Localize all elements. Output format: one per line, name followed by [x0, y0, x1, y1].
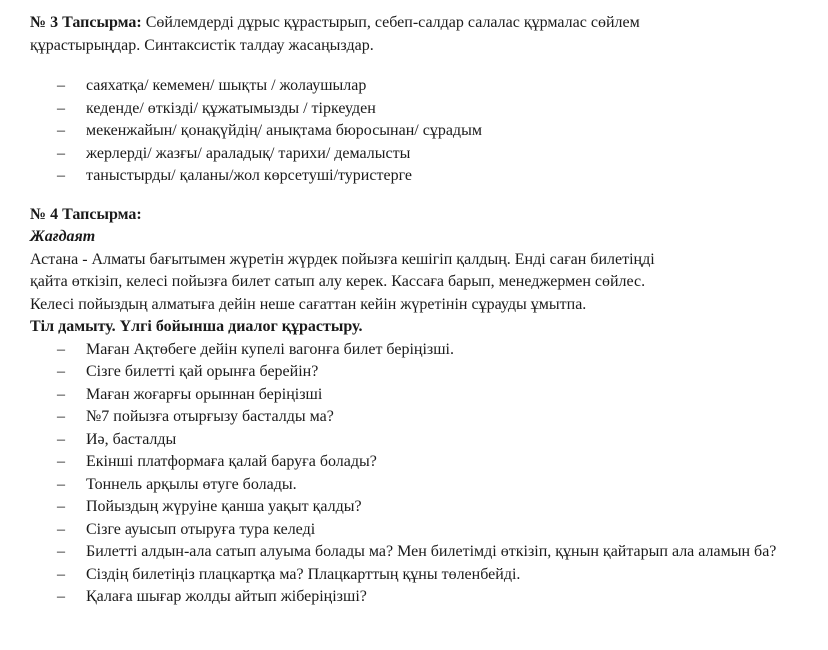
dialog-item [30, 406, 815, 429]
dialog-item [30, 541, 815, 564]
dialog-item-text: Сізге ауысып отыруға тура келеді [86, 520, 316, 538]
instruction: Тіл дамыту. Үлгі бойынша диалог құрастыру. [30, 318, 363, 335]
dash-marker: – [57, 385, 65, 403]
task3-label: № 3 Тапсырма: [30, 14, 142, 31]
dialog-item-text: Маған жоғарғы орыннан беріңізші [86, 385, 323, 403]
dash-marker: – [57, 430, 65, 448]
situation-line-1: Астана - Алматы бағытымен жүретін жүрдек пойызға кешігіп қалдың. Енді саған билетіңді [30, 250, 655, 268]
dash-marker: – [57, 99, 65, 117]
dash-marker: – [57, 77, 65, 94]
dash-marker: – [57, 565, 65, 583]
document-page [30, 12, 815, 609]
dash-marker: – [57, 122, 65, 139]
task4-label: № 4 Тапсырма: [30, 205, 142, 223]
list-item-text: таныстырды/ қаланы/жол көрсетуші/туристерге [86, 167, 413, 184]
dialog-item [30, 361, 815, 384]
list-item [30, 75, 815, 98]
dialog-item-text: Екінші платформаға қалай баруға болады? [86, 453, 377, 470]
dialog-item-text: Иә, басталды [86, 430, 177, 448]
dash-marker: – [57, 475, 65, 493]
task3-list [30, 75, 815, 188]
list-item-text: мекенжайын/ қонақүйдің/ анықтама бюросынан/ сұрадым [86, 122, 482, 139]
dialog-item-text: №7 пойызға отырғызу басталды ма? [86, 408, 334, 425]
dash-marker: – [57, 363, 65, 380]
list-item [30, 143, 815, 166]
list-item-text: кеденде/ өткізді/ құжатымызды / тіркеуден [86, 99, 376, 117]
task3-text-line1: Сөйлемдерді дұрыс құрастырып, себеп-салдар салалас құрмалас сөйлем [145, 14, 640, 31]
dash-marker: – [57, 498, 65, 515]
dialog-item-text: Қалаға шығар жолды айтып жіберіңізші? [86, 588, 367, 605]
dialog-item [30, 451, 815, 474]
list-item [30, 120, 815, 143]
dialog-item [30, 339, 815, 362]
dialog-list [30, 339, 815, 609]
dialog-item [30, 564, 815, 587]
dash-marker: – [57, 453, 65, 470]
dialog-item-text: Сіздің билетіңіз плацкартқа ма? Плацкарттың құны төленбейді. [86, 565, 521, 583]
dash-marker: – [57, 167, 65, 184]
situation-line-3: Келесі пойыздың алматыға дейін неше сағаттан кейін жүретінін сұрауды ұмытпа. [30, 295, 587, 313]
dialog-item-text: Маған Ақтөбеге дейін купелі вагонға билет беріңізші. [86, 340, 454, 358]
dash-marker: – [57, 520, 65, 538]
dialog-item [30, 429, 815, 452]
list-item-text: саяхатқа/ кемемен/ шықты / жолаушылар [86, 77, 367, 94]
dialog-item [30, 384, 815, 407]
dialog-item-text: Тоннель арқылы өтуге болады. [86, 475, 297, 493]
dash-marker: – [57, 408, 65, 425]
dialog-item [30, 586, 815, 609]
dialog-item-text: Сізге билетті қай орынға берейін? [86, 363, 319, 380]
dash-marker: – [57, 543, 65, 560]
dialog-item [30, 474, 815, 497]
dialog-item [30, 519, 815, 542]
dash-marker: – [57, 144, 65, 162]
dash-marker: – [57, 588, 65, 605]
dash-marker: – [57, 340, 65, 358]
list-item-text: жерлерді/ жазғы/ араладық/ тарихи/ демалысты [86, 144, 411, 162]
list-item [30, 165, 815, 188]
situation-line-2: қайта өткізіп, келесі пойызға билет сатып алу керек. Кассаға барып, менеджермен сөйлес. [30, 273, 646, 290]
situation-label: Жағдаят [30, 228, 96, 245]
task3-text-line2: құрастырыңдар. Синтаксистік талдау жасаңыздар. [30, 36, 374, 54]
dialog-item [30, 496, 815, 519]
list-item [30, 98, 815, 121]
task3-header [30, 12, 815, 57]
dialog-item-text: Билетті алдын-ала сатып алуыма болады ма? Мен билетімді өткізіп, құнын қайтарып ала аламын ба? [86, 543, 777, 560]
dialog-item-text: Пойыздың жүруіне қанша уақыт қалды? [86, 498, 362, 515]
